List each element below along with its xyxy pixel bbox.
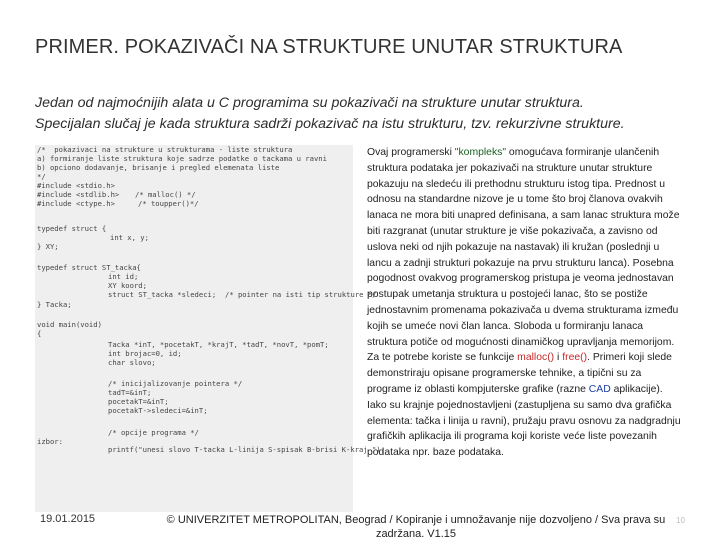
code-line: struct ST_tacka *sledeci; [108, 290, 217, 299]
code-comment: /* toupper()*/ [138, 199, 199, 208]
code-line: XY koord; [108, 281, 147, 290]
code-line: void main(void) [37, 320, 102, 329]
cad-term: CAD [588, 383, 611, 395]
subtitle-line-2: Specijalan slučaj je kada struktura sadrži pokazivač na istu strukturu, tzv. rekurzivne strukture. [35, 116, 625, 132]
code-line: { [37, 329, 42, 338]
code-comment: /* opcije programa */ [108, 428, 199, 437]
footer-copyright: © UNIVERZITET METROPOLITAN, Beograd / Kopiranje i umnožavanje nije dozvoljeno / Sva prava su zadržana. V1.15 [166, 514, 666, 540]
code-comment: /* malloc() */ [135, 190, 196, 199]
code-line: tadT=&inT; [108, 388, 152, 397]
footer-date: 19.01.2015 [40, 513, 96, 525]
code-line: } Tacka; [37, 300, 72, 309]
function-name-malloc: malloc() [517, 352, 555, 364]
code-line: } XY; [37, 242, 59, 251]
code-line: printf("unesi slovo T-tacka L-linija S-spisak B-brisi K-kraj "); [108, 445, 385, 454]
description-text: . Primeri koji slede demonstriraju opisane programerske tehnike, a tipični su za programe iz oblasti kompjuterske grafike (razne [367, 352, 672, 395]
code-line: #include <stdio.h> [37, 181, 115, 190]
function-name-free: free() [562, 352, 588, 364]
code-line: typedef struct ST_tacka{ [37, 263, 141, 272]
description-text: omogućava formiranje ulančenih struktura podataka jer pokazivači na strukture unutar strukture pokazuju na sledeću ili prethodnu strukturu istog tipa. Prednost u odnosu na standardne nizove je u tome što broj članova ovakvih lanaca ne mora biti unapred definisana, a sam lanac struktura može biti razgranat (unutar strukture je više pokazivača, a zavisno od uslova neki od njih pokazuje na nastavak) ili kružan (poslednji u lancu a zadnji strukturi pokazuje na prvu strukturu lanca). Posebna pogodnost ovakvog programerskog pristupa je veoma jednostavan postupak umetanja struktura u postojeći lanac, što se postiže jednostavnim promenama pokazivača u dvema strukturama između kojih se umeće novi član lanca. Sloboda u formiranju lanaca struktura potiče od mogućnosti dinamičkog upravljanja memorijom. Za te potrebe koriste se funkcije [367, 147, 680, 364]
code-line: pocetakT->sledeci=&inT; [108, 406, 208, 415]
code-comment: /* inicijalizovanje pointera */ [108, 379, 243, 388]
code-line: #include <stdlib.h> [37, 190, 120, 199]
page-number: 10 [676, 516, 685, 525]
code-line: #include <ctype.h> [37, 199, 115, 208]
code-line: pocetakT=&inT; [108, 397, 169, 406]
code-line: int brojac=0, id; [108, 349, 182, 358]
code-comment: /* pointer na isti tip strukture */ [225, 290, 377, 299]
subtitle-line-1: Jedan od najmoćnijih alata u C programima su pokazivači na strukture unutar struktura. [35, 95, 584, 111]
code-line: b) opciono dodavanje, brisanje i pregled elemenata liste [37, 163, 280, 172]
description-text: Ovaj programerski [367, 147, 455, 158]
description-text: aplikacije). Iako su krajnje pojednostavljeni (zastupljena su samo dva grafička elementa: tačka i linija u ravni), pružaju pravu osnovu za nadgradnju grafičkih aplikacija ili programa koji koriste veće liste povezanih podataka npr. baze podataka. [367, 383, 681, 459]
code-line: /* pokazivaci na strukture u strukturama - liste struktura [37, 145, 293, 154]
code-listing [35, 145, 385, 512]
code-line: a) formiranje liste struktura koje sadrze podatke o tackama u ravni [37, 154, 327, 163]
slide-subtitle [35, 93, 695, 135]
code-line: */ [37, 172, 46, 181]
code-line: int x, y; [110, 233, 149, 242]
code-label: izbor: [37, 437, 63, 446]
slide-title: PRIMER. POKAZIVAČI NA STRUKTURE UNUTAR STRUKTURA [35, 36, 623, 58]
code-line: typedef struct { [37, 224, 107, 233]
description-paragraph [367, 145, 685, 461]
description-text: i [554, 352, 563, 364]
code-line: Tacka *inT, *pocetakT, *krajT, *tadT, *novT, *pomT; [108, 340, 329, 349]
code-line: int id; [108, 272, 139, 281]
code-line: char slovo; [108, 358, 156, 367]
description-quote: "kompleks" [454, 147, 507, 158]
